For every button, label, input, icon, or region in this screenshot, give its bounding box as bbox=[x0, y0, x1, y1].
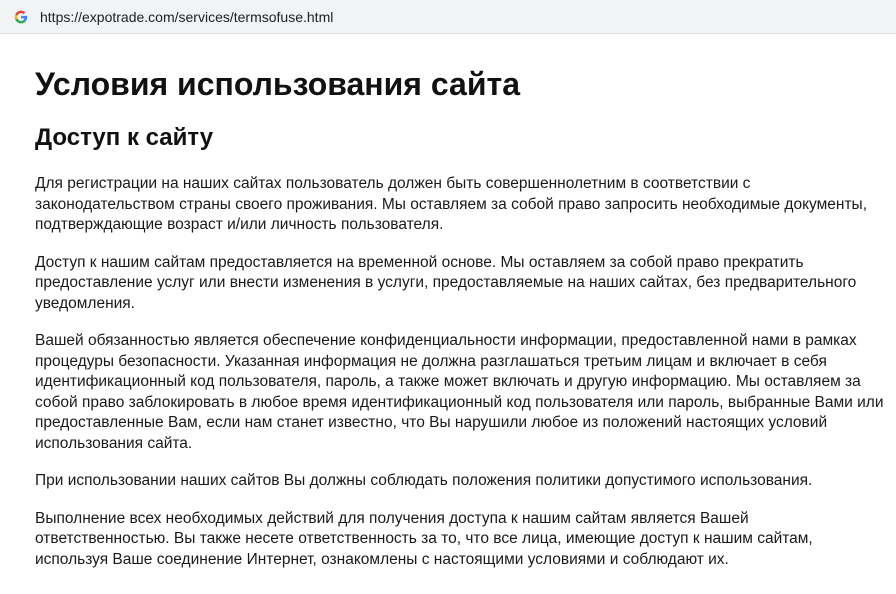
paragraph-acceptable-use: При использовании наших сайтов Вы должны соблюдать положения политики допустимого использования. bbox=[35, 472, 813, 489]
paragraph-age-requirement: Для регистрации на наших сайтах пользователь должен быть совершеннолетним в соответствии с законодательством страны своего проживания. Мы оставляем за собой право запросить необходимые документы, подтверждающие возраст и/или личность пользователя. bbox=[35, 175, 867, 233]
google-g-icon bbox=[12, 8, 30, 26]
section-title: Доступ к сайту bbox=[35, 124, 214, 151]
paragraph-confidentiality: Вашей обязанностью является обеспечение конфиденциальности информации, предоставленной нами в рамках процедуры безопасности. Указанная информация не должна разглашаться третьим лицам и включает в себя идентификационный код пользователя, пароль, а также может включать и другую информацию. Мы оставляем за собой право заблокировать в любое время идентификационный код пользователя или пароль, выбранные Вами или предоставленные Вам, если нам станет известно, что Вы нарушили любое из положений настоящих условий использования сайта. bbox=[35, 332, 884, 452]
url-text[interactable]: https://expotrade.com/services/termsofuse.html bbox=[40, 9, 334, 25]
terms-text bbox=[35, 174, 885, 570]
page-content bbox=[35, 60, 885, 587]
page-title: Условия использования сайта bbox=[35, 66, 520, 102]
browser-address-bar bbox=[0, 0, 896, 34]
url-field[interactable] bbox=[6, 4, 890, 30]
paragraph-temporary-access: Доступ к нашим сайтам предоставляется на временной основе. Мы оставляем за собой право прекратить предоставление услуг или внести изменения в услуги, предоставляемые на наших сайтах, без предварительного уведомления. bbox=[35, 253, 857, 312]
paragraph-user-responsibility: Выполнение всех необходимых действий для получения доступа к нашим сайтам является Вашей ответственностью. Вы также несете ответственность за то, что все лица, имеющие доступ к нашим сайтам, используя Ваше соединение Интернет, ознакомлены с настоящими условиями и соблюдают их. bbox=[35, 509, 813, 568]
